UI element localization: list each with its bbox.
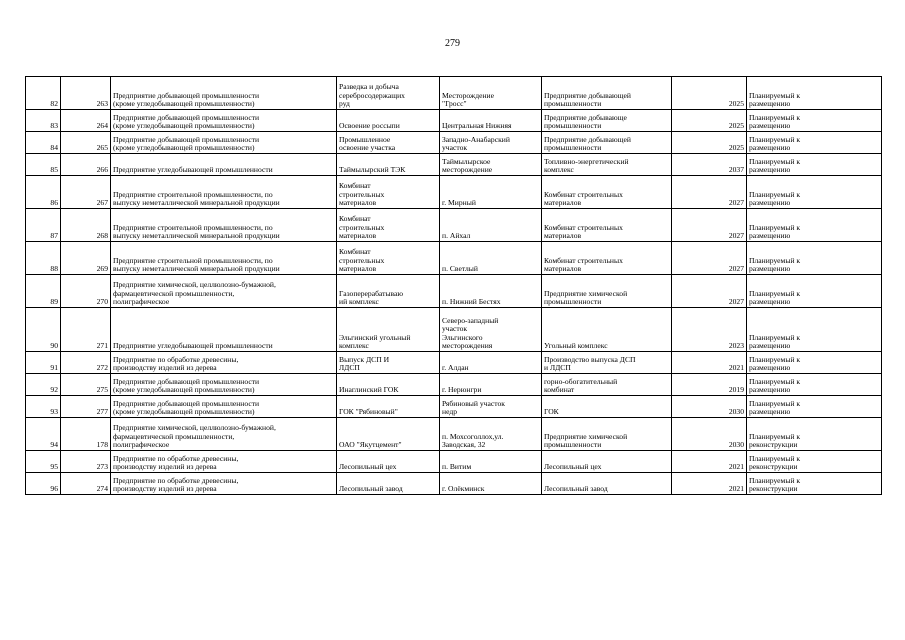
cell-location: п. Светлый [440,242,542,275]
cell-year: 2027 [672,176,747,209]
cell-status: Планируемый к реконструкции [747,418,882,451]
cell-n: 94 [26,418,61,451]
cell-sector: Предприятие добывающей промышленности [542,77,672,110]
cell-year: 2021 [672,352,747,374]
cell-type: Предприятие добывающей промышленности (кроме угледобывающей промышленности) [111,110,337,132]
table-row [26,176,882,209]
cell-object: Комбинат строительных материалов [337,242,440,275]
cell-sector: Предприятие добывающей промышленности [542,132,672,154]
cell-object: Эльгинский угольный комплекс [337,308,440,352]
cell-status: Планируемый к размещению [747,242,882,275]
cell-object: Разведка и добыча серебросодержащих руд [337,77,440,110]
cell-status: Планируемый к размещению [747,352,882,374]
cell-type: Предприятие добывающей промышленности (кроме угледобывающей промышленности) [111,374,337,396]
cell-status: Планируемый к размещению [747,396,882,418]
cell-status: Планируемый к размещению [747,275,882,308]
cell-sector: Производство выпуска ДСП и ЛДСП [542,352,672,374]
cell-n: 89 [26,275,61,308]
cell-id: 270 [61,275,111,308]
cell-sector: горно-обогатительный комбинат [542,374,672,396]
cell-type: Предприятие угледобывающей промышленности [111,308,337,352]
cell-n: 91 [26,352,61,374]
cell-location: п. Нижний Бестях [440,275,542,308]
cell-id: 272 [61,352,111,374]
cell-year: 2021 [672,473,747,495]
cell-sector: Комбинат строительных материалов [542,242,672,275]
cell-sector: Предприятие химической промышленности [542,418,672,451]
table-row [26,275,882,308]
cell-sector: ГОК [542,396,672,418]
table-row [26,451,882,473]
cell-status: Планируемый к размещению [747,374,882,396]
table-row [26,77,882,110]
cell-year: 2030 [672,396,747,418]
cell-id: 275 [61,374,111,396]
cell-n: 95 [26,451,61,473]
cell-year: 2027 [672,242,747,275]
cell-location: Месторождение "Гросс" [440,77,542,110]
cell-status: Планируемый к размещению [747,132,882,154]
cell-id: 274 [61,473,111,495]
cell-id: 271 [61,308,111,352]
cell-status: Планируемый к размещению [747,154,882,176]
cell-sector: Лесопильный цех [542,451,672,473]
cell-n: 83 [26,110,61,132]
table-row [26,396,882,418]
cell-object: ГОК "Рябиновый" [337,396,440,418]
cell-id: 178 [61,418,111,451]
cell-sector: Топливно-энергетический комплекс [542,154,672,176]
cell-type: Предприятие добывающей промышленности (кроме угледобывающей промышленности) [111,77,337,110]
cell-type: Предприятие добывающей промышленности (кроме угледобывающей промышленности) [111,132,337,154]
cell-n: 96 [26,473,61,495]
cell-n: 84 [26,132,61,154]
cell-year: 2025 [672,110,747,132]
cell-location: п. Айхал [440,209,542,242]
cell-sector: Угольный комплекс [542,308,672,352]
cell-object: Выпуск ДСП И ЛДСП [337,352,440,374]
facilities-table [25,76,882,495]
cell-n: 92 [26,374,61,396]
table-row [26,352,882,374]
cell-year: 2030 [672,418,747,451]
cell-n: 85 [26,154,61,176]
cell-object: Освоение россыпи [337,110,440,132]
cell-sector: Лесопильный завод [542,473,672,495]
cell-n: 86 [26,176,61,209]
cell-id: 264 [61,110,111,132]
cell-year: 2019 [672,374,747,396]
cell-status: Планируемый к размещению [747,110,882,132]
cell-type: Предприятие угледобывающей промышленности [111,154,337,176]
cell-type: Предприятие химической, целлюлозно-бумажной, фармацевтической промышленности, полиграфическое [111,275,337,308]
cell-object: ОАО "Якутцемент" [337,418,440,451]
cell-sector: Предприятие добывающе промышленности [542,110,672,132]
cell-status: Планируемый к размещению [747,77,882,110]
cell-type: Предприятие строительной промышленности, по выпуску неметаллической минеральной продукции [111,209,337,242]
cell-year: 2037 [672,154,747,176]
cell-location: г. Алдан [440,352,542,374]
cell-type: Предприятие строительной промышленности, по выпуску неметаллической минеральной продукции [111,176,337,209]
cell-status: Планируемый к размещению [747,209,882,242]
cell-n: 87 [26,209,61,242]
table-row [26,132,882,154]
cell-year: 2027 [672,209,747,242]
cell-object: Инаглинский ГОК [337,374,440,396]
table-row [26,374,882,396]
cell-object: Комбинат строительных материалов [337,209,440,242]
cell-type: Предприятие по обработке древесины, производству изделий из дерева [111,473,337,495]
cell-location: Западно-Анабарский участок [440,132,542,154]
table-row [26,473,882,495]
cell-n: 90 [26,308,61,352]
cell-type: Предприятие химической, целлюлозно-бумажной, фармацевтической промышленности, полиграфическое [111,418,337,451]
cell-year: 2025 [672,77,747,110]
table-row [26,242,882,275]
cell-location: п. Витим [440,451,542,473]
table-row [26,418,882,451]
cell-status: Планируемый к реконструкции [747,473,882,495]
cell-id: 266 [61,154,111,176]
cell-n: 82 [26,77,61,110]
table-row [26,154,882,176]
cell-object: Газоперерабатываю ий комплекс [337,275,440,308]
cell-id: 267 [61,176,111,209]
table-row [26,209,882,242]
cell-sector: Предприятие химической промышленности [542,275,672,308]
cell-id: 268 [61,209,111,242]
cell-id: 265 [61,132,111,154]
cell-location: Северо-западный участок Эльгинского месторождения [440,308,542,352]
cell-object: Промышленное освоение участка [337,132,440,154]
cell-id: 277 [61,396,111,418]
cell-sector: Комбинат строительных материалов [542,176,672,209]
cell-location: Таймылырское месторождение [440,154,542,176]
cell-year: 2025 [672,132,747,154]
cell-status: Планируемый к размещению [747,176,882,209]
cell-n: 93 [26,396,61,418]
cell-location: Центральная Нижняя [440,110,542,132]
cell-id: 269 [61,242,111,275]
cell-type: Предприятие добывающей промышленности (кроме угледобывающей промышленности) [111,396,337,418]
cell-location: г. Нерюнгри [440,374,542,396]
cell-year: 2027 [672,275,747,308]
cell-year: 2023 [672,308,747,352]
cell-location: г. Олёкминск [440,473,542,495]
cell-status: Планируемый к реконструкции [747,451,882,473]
cell-object: Лесопильный цех [337,451,440,473]
cell-sector: Комбинат строительных материалов [542,209,672,242]
cell-object: Лесопильный завод [337,473,440,495]
cell-type: Предприятие по обработке древесины, производству изделий из дерева [111,451,337,473]
page-number: 279 [445,38,460,49]
cell-status: Планируемый к размещению [747,308,882,352]
cell-id: 263 [61,77,111,110]
cell-location: г. Мирный [440,176,542,209]
cell-location: Рябиновый участок недр [440,396,542,418]
cell-year: 2021 [672,451,747,473]
table-row [26,110,882,132]
cell-location: п. Мохсоголлох,ул. Заводская, 32 [440,418,542,451]
cell-type: Предприятие строительной промышленности, по выпуску неметаллической минеральной продукции [111,242,337,275]
cell-object: Таймылырский ТЭК [337,154,440,176]
table-row [26,308,882,352]
cell-type: Предприятие по обработке древесины, производству изделий из дерева [111,352,337,374]
cell-id: 273 [61,451,111,473]
cell-n: 88 [26,242,61,275]
cell-object: Комбинат строительных материалов [337,176,440,209]
